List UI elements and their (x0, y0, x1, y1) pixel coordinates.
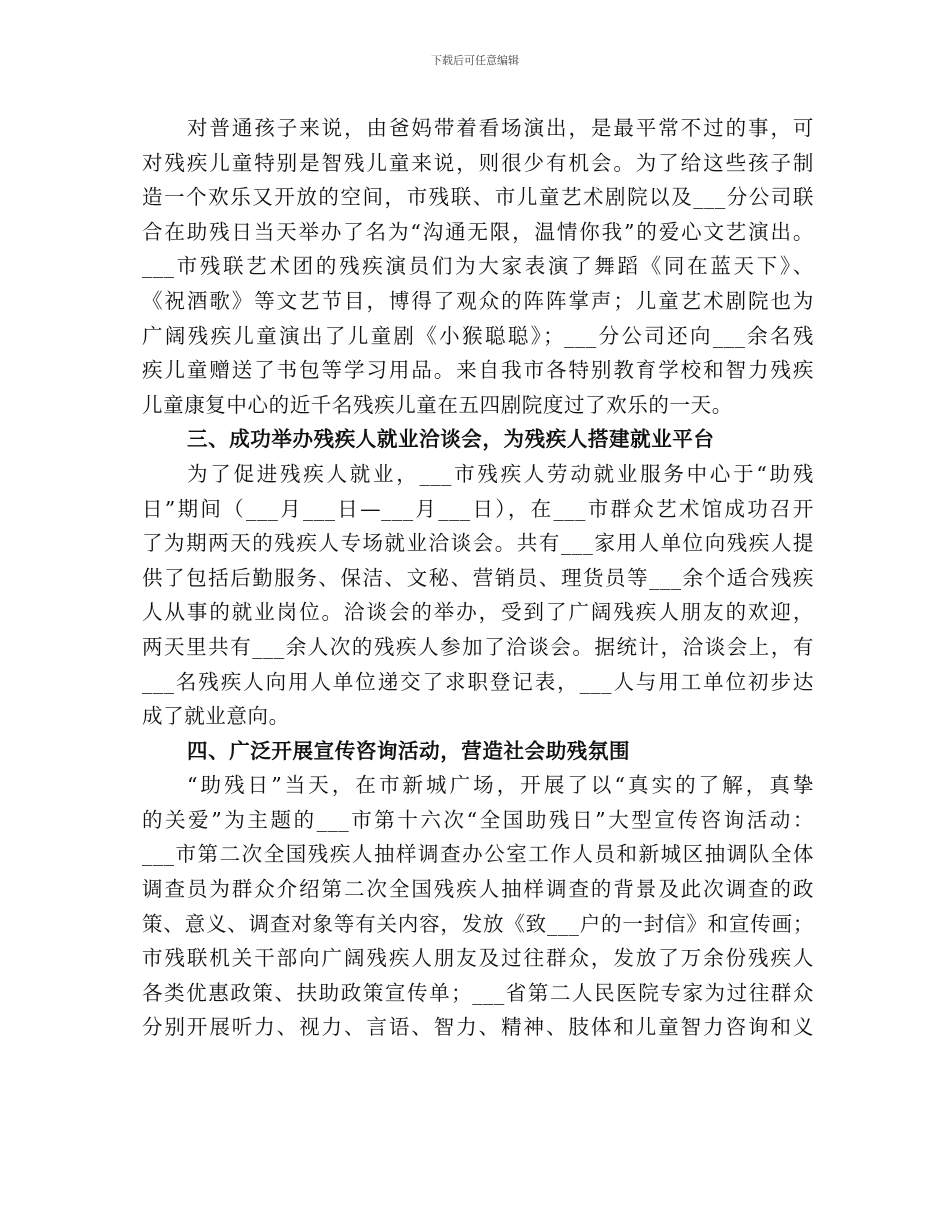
paragraph-line: 成了就业意向。 (142, 704, 290, 729)
paragraph-line: 日”期间（___月___日—___月___日），在___市群众艺术馆成功召开 (142, 496, 814, 521)
paragraph-line: 了为期两天的残疾人专场就业洽谈会。共有___家用人单位向残疾人提 (142, 531, 814, 556)
paragraph-line: ___市第二次全国残疾人抽样调查办公室工作人员和新城区抽调队全体 (142, 842, 814, 867)
paragraph-line: 为了促进残疾人就业，___市残疾人劳动就业服务中心于“助残 (187, 461, 814, 486)
section-heading: 四、广泛开展宣传咨询活动，营造社会助残氛围 (187, 738, 631, 763)
paragraph-line: 人从事的就业岗位。洽谈会的举办，受到了广阔残疾人朋友的欢迎， (142, 600, 814, 625)
paragraph-line: 《祝酒歌》等文艺节目，博得了观众的阵阵掌声；儿童艺术剧院也为 (142, 288, 814, 313)
page-header: 下载后可任意编辑 (431, 54, 519, 67)
paragraph-line: 两天里共有___余人次的残疾人参加了洽谈会。据统计，洽谈会上，有 (142, 634, 814, 659)
paragraph-line: “助残日”当天，在市新城广场，开展了以“真实的了解，真挚 (187, 773, 814, 798)
paragraph-line: 造一个欢乐又开放的空间，市残联、市儿童艺术剧院以及___分公司联 (142, 185, 814, 210)
paragraph-line: 调查员为群众介绍第二次全国残疾人抽样调查的背景及此次调查的政 (142, 877, 814, 902)
document-body (142, 111, 814, 1045)
paragraph-line: 疾儿童赠送了书包等学习用品。来自我市各特别教育学校和智力残疾 (142, 358, 814, 383)
paragraph-line: 供了包括后勤服务、保洁、文秘、营销员、理货员等___余个适合残疾 (142, 565, 814, 590)
paragraph-line: ___名残疾人向用人单位递交了求职登记表，___人与用工单位初步达 (142, 669, 814, 694)
section-heading: 三、成功举办残疾人就业洽谈会，为残疾人搭建就业平台 (187, 427, 715, 452)
paragraph-line: 对残疾儿童特别是智残儿童来说，则很少有机会。为了给这些孩子制 (142, 150, 814, 175)
paragraph-line: 的关爱”为主题的___市第十六次“全国助残日”大型宣传咨询活动： (142, 807, 814, 832)
paragraph-line: 分别开展听力、视力、言语、智力、精神、肢体和儿童智力咨询和义 (142, 1015, 814, 1040)
paragraph-line: 广阔残疾儿童演出了儿童剧《小猴聪聪》；___分公司还向___余名残 (142, 323, 814, 348)
paragraph-line: ___市残联艺术团的残疾演员们为大家表演了舞蹈《同在蓝天下》、 (142, 254, 814, 279)
paragraph-line: 各类优惠政策、扶助政策宣传单；___省第二人民医院专家为过往群众 (142, 980, 814, 1005)
paragraph-line: 合在助残日当天举办了名为“沟通无限，温情你我”的爱心文艺演出。 (142, 219, 814, 244)
paragraph-line: 对普通孩子来说，由爸妈带着看场演出，是最平常不过的事，可 (187, 116, 814, 140)
paragraph-line: 市残联机关干部向广阔残疾人朋友及过往群众，发放了万余份残疾人 (142, 946, 814, 971)
paragraph-line: 策、意义、调查对象等有关内容，发放《致___户的一封信》和宣传画； (142, 911, 814, 936)
paragraph-line: 儿童康复中心的近千名残疾儿童在五四剧院度过了欢乐的一天。 (142, 392, 733, 417)
